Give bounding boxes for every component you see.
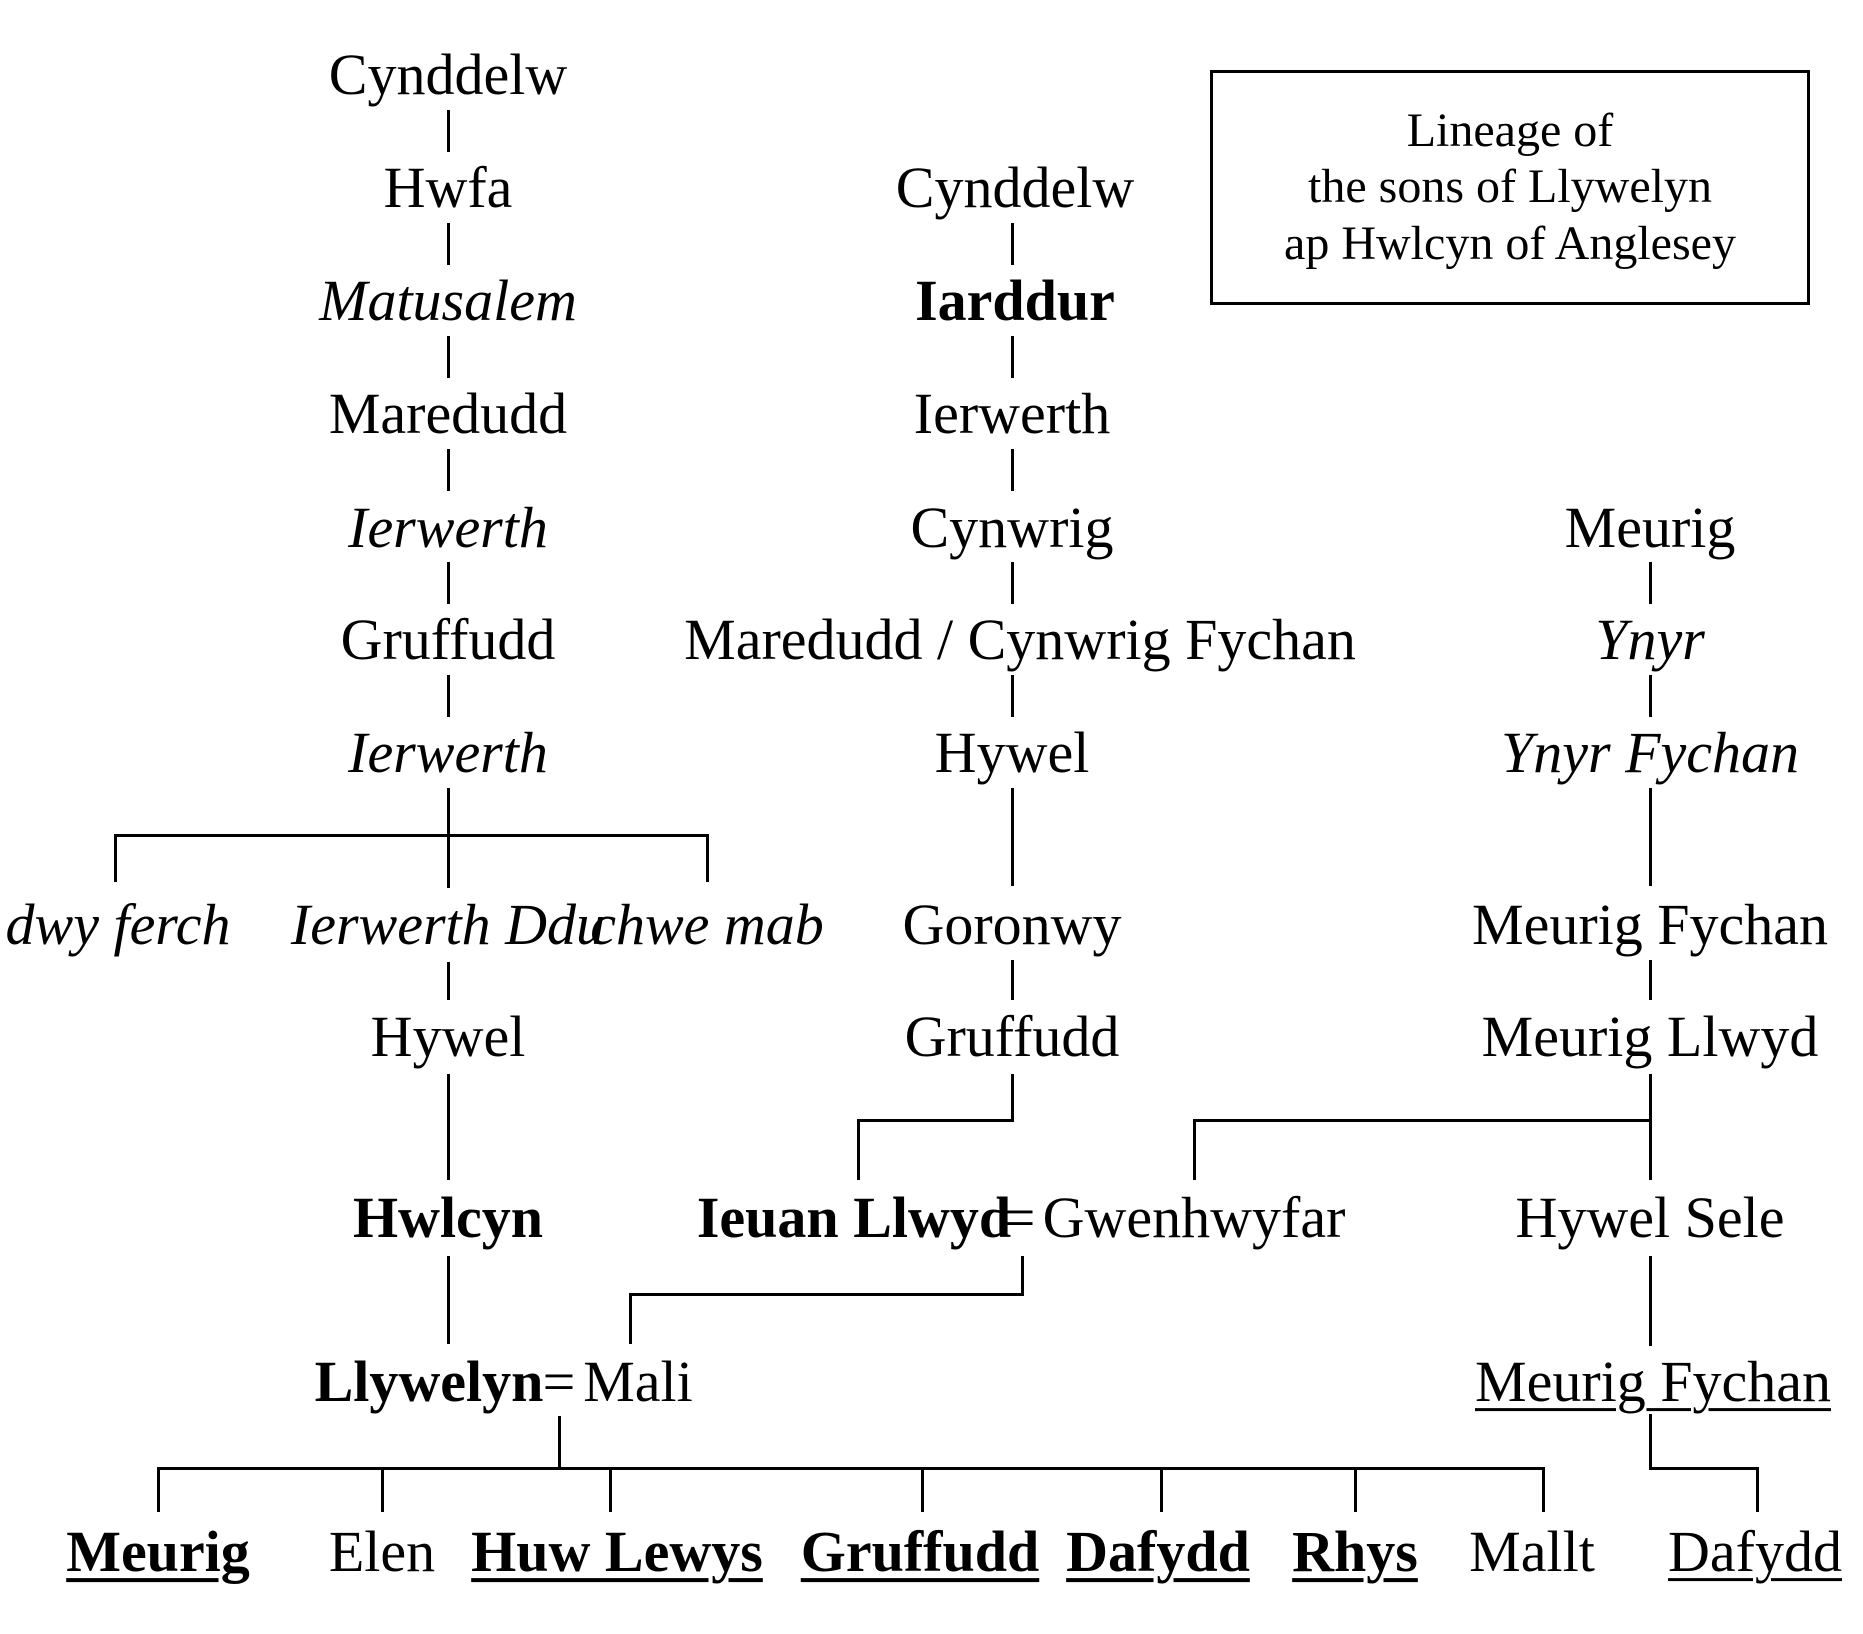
connector-line xyxy=(1193,1120,1196,1180)
person-hywel-1: Hywel xyxy=(370,1004,526,1070)
connector-line xyxy=(857,1120,860,1180)
connector-line xyxy=(1649,788,1652,886)
person-hywel-2: Hywel xyxy=(934,720,1090,786)
connector-line xyxy=(1542,1468,1545,1512)
person-ierwerth-ddu: Ierwerth Ddu xyxy=(290,892,606,958)
person-child-dafydd: Dafydd xyxy=(1066,1519,1250,1585)
connector-line xyxy=(447,562,450,604)
person-hwlcyn: Hwlcyn xyxy=(352,1185,544,1251)
person-ynyr: Ynyr xyxy=(1595,607,1705,673)
person-cynddelw-2: Cynddelw xyxy=(895,155,1135,221)
person-child-meurig: Meurig xyxy=(66,1519,250,1585)
person-child-gruffudd: Gruffudd xyxy=(800,1519,1040,1585)
person-meurig-1: Meurig xyxy=(1564,495,1736,561)
connector-line xyxy=(558,1416,561,1468)
title-line-1: Lineage of xyxy=(1406,103,1614,157)
person-maredudd-cynwrig: Maredudd / Cynwrig Fychan xyxy=(684,607,1356,673)
person-ierwerth-2: Ierwerth xyxy=(348,720,548,786)
connector-line xyxy=(114,835,117,882)
connector-line xyxy=(1649,562,1652,604)
person-hywel-sele: Hywel Sele xyxy=(1515,1185,1785,1251)
person-llywelyn: Llywelyn xyxy=(314,1349,544,1415)
connector-line xyxy=(114,834,709,837)
person-maredudd-1: Maredudd xyxy=(328,381,568,447)
connector-line xyxy=(157,1467,1545,1470)
connector-line xyxy=(609,1468,612,1512)
person-child-mallt: Mallt xyxy=(1469,1519,1595,1585)
connector-line xyxy=(1649,1074,1652,1180)
connector-line xyxy=(1649,675,1652,717)
person-ieuan-llwyd: Ieuan Llwyd xyxy=(696,1185,1012,1251)
connector-line xyxy=(447,1074,450,1180)
person-child-elen: Elen xyxy=(328,1519,436,1585)
connector-line xyxy=(1649,1414,1652,1468)
connector-line xyxy=(629,1294,632,1344)
person-dwy-ferch: dwy ferch xyxy=(5,892,231,958)
connector-line xyxy=(1021,1256,1024,1294)
connector-line xyxy=(447,449,450,491)
person-ierwerth-3: Ierwerth xyxy=(913,381,1111,447)
connector-line xyxy=(447,336,450,378)
person-ynyr-fychan: Ynyr Fychan xyxy=(1501,720,1799,786)
person-child-dafydd-2: Dafydd xyxy=(1668,1519,1842,1585)
title-line-2: the sons of Llywelyn xyxy=(1308,160,1712,214)
connector-line xyxy=(157,1468,160,1512)
connector-line xyxy=(1649,960,1652,1000)
person-gruffudd-1: Gruffudd xyxy=(340,607,556,673)
connector-line xyxy=(447,223,450,265)
person-gruffudd-2: Gruffudd xyxy=(904,1004,1120,1070)
person-child-huw-lewys: Huw Lewys xyxy=(471,1519,763,1585)
person-iarddur: Iarddur xyxy=(915,268,1115,334)
person-cynddelw-1: Cynddelw xyxy=(328,42,568,108)
connector-line xyxy=(447,1256,450,1344)
connector-line xyxy=(1649,1467,1759,1470)
connector-line xyxy=(447,110,450,152)
connector-line xyxy=(447,675,450,717)
person-goronwy: Goronwy xyxy=(902,892,1122,958)
connector-line xyxy=(921,1468,924,1512)
connector-line xyxy=(1011,562,1014,604)
title-line-3: ap Hwlcyn of Anglesey xyxy=(1284,216,1736,270)
connector-line xyxy=(1649,1256,1652,1346)
connector-line xyxy=(1756,1468,1759,1512)
person-equals-ieuan: = xyxy=(1002,1185,1036,1251)
person-child-rhys: Rhys xyxy=(1292,1519,1418,1585)
person-meurig-llwyd: Meurig Llwyd xyxy=(1481,1004,1819,1070)
connector-line xyxy=(1011,675,1014,717)
connector-line xyxy=(1011,960,1014,1000)
person-meurig-fychan-1: Meurig Fychan xyxy=(1472,892,1828,958)
title-box xyxy=(1210,70,1810,305)
person-gwenhwyfar: Gwenhwyfar xyxy=(1042,1185,1346,1251)
connector-line xyxy=(381,1468,384,1512)
person-ierwerth-1: Ierwerth xyxy=(348,495,548,561)
person-matusalem: Matusalem xyxy=(319,268,577,334)
connector-line xyxy=(706,835,709,882)
connector-line xyxy=(447,835,450,888)
connector-line xyxy=(1354,1468,1357,1512)
connector-line xyxy=(447,788,450,835)
person-hwfa: Hwfa xyxy=(383,155,513,221)
person-cynwrig: Cynwrig xyxy=(910,495,1114,561)
person-chwe-mab: chwe mab xyxy=(590,892,824,958)
connector-line xyxy=(857,1119,1014,1122)
connector-line xyxy=(1011,223,1014,265)
person-equals-llywelyn: = xyxy=(542,1349,576,1415)
person-mali: Mali xyxy=(583,1349,693,1415)
connector-line xyxy=(1011,336,1014,378)
connector-line xyxy=(629,1293,1024,1296)
connector-line xyxy=(1011,449,1014,491)
connector-line xyxy=(447,962,450,1000)
connector-line xyxy=(1011,1074,1014,1120)
connector-line xyxy=(1011,788,1014,886)
person-meurig-fychan-2: Meurig Fychan xyxy=(1475,1349,1831,1415)
connector-line xyxy=(1160,1468,1163,1512)
connector-line xyxy=(1193,1119,1652,1122)
